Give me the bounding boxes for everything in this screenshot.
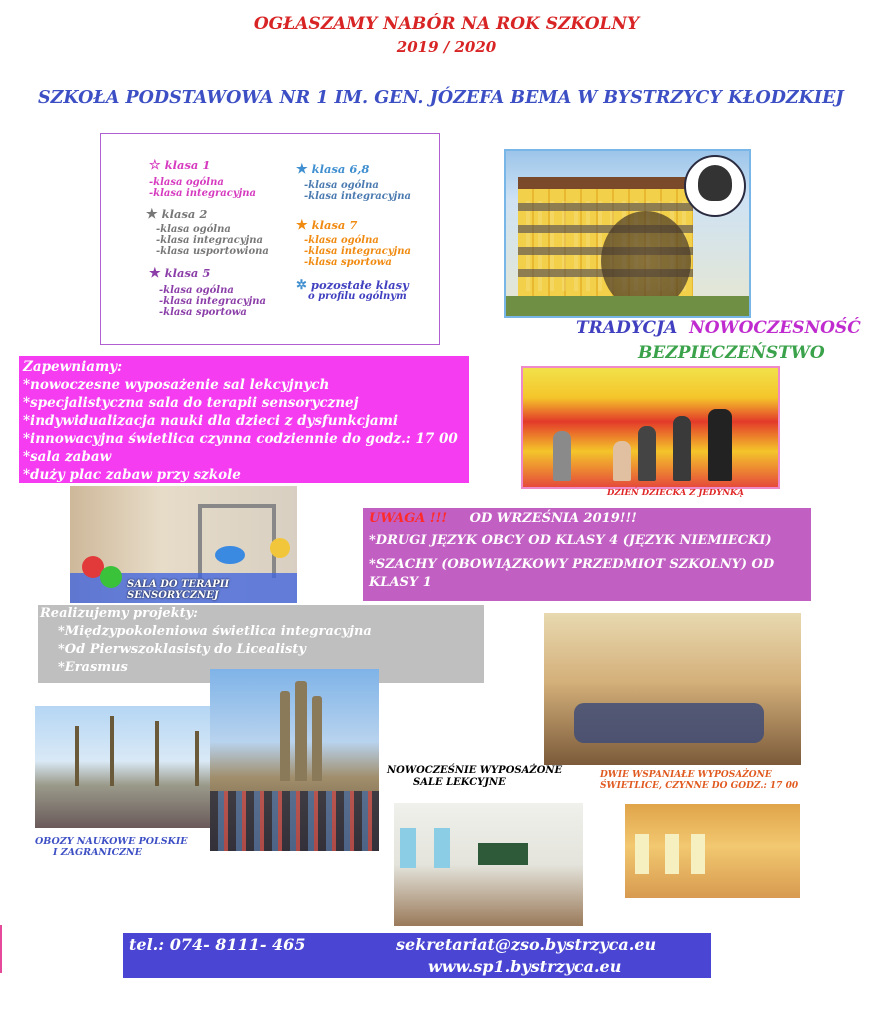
class-2-group: [146, 209, 269, 257]
childrens-day-caption: DZIEŃ DZIECKA Z JEDYNKĄ: [607, 488, 745, 498]
school-building-photo: [504, 149, 751, 318]
classrooms-caption-line1: NOWOCZEŚNIE WYPOSAŻONE: [387, 765, 563, 776]
project-item: *Erasmus: [58, 660, 128, 675]
star-icon: ★: [296, 162, 308, 177]
email-link[interactable]: sekretariat@zso.bystrzyca.eu: [396, 935, 657, 954]
class-5-title: klasa 5: [164, 266, 211, 280]
class-2-title: klasa 2: [161, 207, 208, 221]
school-year: 2019 / 2020: [396, 38, 497, 56]
class-68-title: klasa 6,8: [311, 162, 370, 176]
star-icon: ★: [146, 207, 158, 222]
offer-box: [19, 356, 469, 483]
class-7-item: -klasa ogólna: [304, 235, 379, 246]
classrooms-caption: [387, 765, 562, 789]
childrens-day-photo: [521, 366, 780, 489]
class-2-item: -klasa ogólna: [156, 224, 231, 235]
class-5-item: -klasa sportowa: [159, 307, 247, 318]
notice-item: *DRUGI JĘZYK OBCY OD KLASY 4 (JĘZYK NIEMIECKI): [369, 533, 772, 548]
phone-number[interactable]: tel.: 074- 8111- 465: [129, 935, 306, 954]
project-item: *Od Pierwszoklasisty do Licealisty: [58, 642, 306, 657]
offer-title: Zapewniamy:: [23, 359, 123, 375]
common-room-photo-2: [625, 804, 800, 898]
class-7-item: -klasa sportowa: [304, 257, 392, 268]
motto-modern: NOWOCZESNOŚĆ: [689, 318, 861, 338]
offer-item: *indywidualizacja nauki dla dzieci z dysfunkcjami: [23, 413, 399, 429]
offer-item: *sala zabaw: [23, 449, 112, 465]
website-link[interactable]: www.sp1.bystrzyca.eu: [428, 957, 622, 976]
motto-tradition: TRADYCJA: [576, 318, 678, 338]
notice-item: *SZACHY (OBOWIĄZKOWY PRZEDMIOT SZKOLNY) OD: [369, 557, 775, 572]
class-68-item: -klasa integracyjna: [304, 191, 412, 202]
notice-box: [363, 508, 811, 601]
projects-title: Realizujemy projekty:: [40, 606, 198, 621]
class-1-item: -klasa ogólna: [149, 177, 224, 188]
common-caption-line2: ŚWIETLICE, CZYNNE DO GODZ.: 17 00: [600, 781, 799, 791]
notice-prefix: UWAGA !!!: [369, 511, 448, 526]
other-classes-group: [296, 280, 409, 302]
classroom-photo: [394, 803, 583, 926]
class-5-group: [149, 268, 266, 318]
motto-safety: BEZPIECZEŃSTWO: [638, 343, 825, 363]
classrooms-caption-line2: SALE LEKCYJNE: [413, 777, 506, 788]
offer-item: *nowoczesne wyposażenie sal lekcyjnych: [23, 377, 330, 393]
motto-line: [576, 318, 861, 338]
class-1-title: klasa 1: [164, 158, 211, 172]
common-caption-line1: DWIE WSPANIAŁE WYPOSAŻONE: [600, 770, 772, 780]
contact-bar: [123, 933, 711, 978]
offer-item: *innowacyjna świetlica czynna codziennie do godz.: 17 00: [23, 431, 458, 447]
class-68-item: -klasa ogólna: [304, 180, 379, 191]
project-item: *Międzypokoleniowa świetlica integracyjna: [58, 624, 372, 639]
notice-date: OD WRZEŚNIA 2019!!!: [469, 511, 637, 526]
class-1-item: -klasa integracyjna: [149, 188, 257, 199]
star-icon: ★: [296, 218, 308, 233]
common-room-caption: [600, 770, 798, 792]
snowflake-icon: ✲: [296, 278, 307, 293]
other-classes-line1: pozostałe klasy: [310, 278, 409, 292]
class-7-item: -klasa integracyjna: [304, 246, 412, 257]
school-name: SZKOŁA PODSTAWOWA NR 1 IM. GEN. JÓZEFA BEMA W BYSTRZYCY KŁODZKIEJ: [38, 88, 844, 108]
camps-caption: [35, 836, 188, 858]
class-1-group: [149, 160, 256, 199]
camp-photo-sagrada: [210, 669, 379, 851]
class-5-item: -klasa ogólna: [159, 285, 234, 296]
class-2-item: -klasa usportowiona: [156, 246, 269, 257]
notice-item: KLASY 1: [369, 575, 432, 590]
camps-caption-line2: I ZAGRANICZNE: [53, 847, 142, 858]
camps-caption-line1: OBOZY NAUKOWE POLSKIE: [35, 836, 188, 847]
camp-photo-split: [35, 706, 213, 828]
class-7-group: [296, 220, 411, 268]
other-classes-line2: o profilu ogólnym: [308, 291, 407, 302]
common-room-photo: [544, 613, 801, 765]
classes-panel: [100, 133, 440, 345]
offer-item: *specjalistyczna sala do terapii sensorycznej: [23, 395, 359, 411]
star-icon: ★: [149, 266, 161, 281]
school-logo: [684, 155, 746, 217]
class-68-group: [296, 164, 411, 202]
star-icon: ☆: [149, 158, 161, 173]
class-5-item: -klasa integracyjna: [159, 296, 267, 307]
sensory-caption-line1: SALA DO TERAPII: [127, 579, 230, 590]
announcement-title: OGŁASZAMY NABÓR NA ROK SZKOLNY: [253, 14, 640, 34]
sensory-room-caption: [127, 579, 229, 601]
class-2-item: -klasa integracyjna: [156, 235, 264, 246]
class-7-title: klasa 7: [311, 218, 358, 232]
sensory-caption-line2: SENSORYCZNEJ: [127, 590, 219, 601]
offer-item: *duży plac zabaw przy szkole: [23, 467, 241, 483]
edge-marker: [0, 925, 2, 973]
